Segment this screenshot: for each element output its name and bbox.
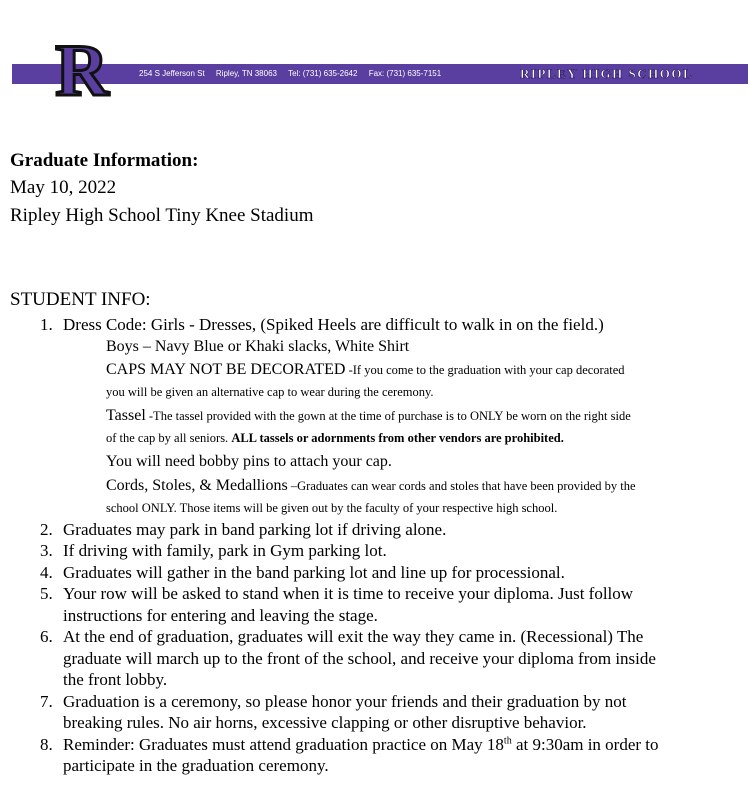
list-item	[0, 583, 740, 626]
cords-note-cont: school ONLY. Those items will be given out by the faculty of your respective high school.	[106, 500, 558, 515]
item-line: Graduates may park in band parking lot if driving alone.	[63, 519, 447, 539]
reminder-line-2: participate in the graduation ceremony.	[63, 756, 329, 775]
item-number: 2.	[40, 519, 53, 539]
item-number: 8.	[40, 734, 53, 754]
logo-letter: R	[55, 30, 109, 112]
phone: Tel: (731) 635-2642	[288, 69, 358, 78]
bobby-pins-note: You will need bobby pins to attach your cap.	[106, 453, 392, 470]
item-line: the front lobby.	[63, 670, 168, 689]
list-item	[0, 519, 740, 541]
item-line: breaking rules. No air horns, excessive clapping or other disruptive behavior.	[63, 713, 587, 732]
tassel-rule	[63, 405, 740, 449]
tassel-note: -The tassel provided with the gown at the time of purchase is to ONLY be worn on the right side	[145, 409, 631, 423]
cords-rule	[63, 475, 740, 519]
item-number: 7.	[40, 691, 53, 711]
school-logo	[52, 30, 112, 112]
list-item	[0, 562, 740, 584]
tassel-title: Tassel	[106, 407, 146, 424]
item-number: 3.	[40, 541, 53, 560]
caps-note: -If you come to the graduation with your cap decorated	[345, 363, 625, 377]
caps-title: CAPS MAY NOT BE DECORATED	[106, 361, 346, 378]
list-item	[0, 540, 740, 562]
fax: Fax: (731) 635-7151	[368, 69, 442, 78]
item-number: 4.	[40, 562, 53, 582]
item-line: If driving with family, park in Gym parking lot.	[63, 541, 387, 560]
tassel-prohibited: ALL tassels or adornments from other vendors are prohibited.	[231, 431, 564, 445]
item-number: 6.	[40, 627, 53, 646]
student-info-heading: STUDENT INFO:	[10, 289, 151, 310]
ordinal-suffix: th	[503, 734, 512, 746]
student-info-list	[0, 314, 740, 777]
reminder-time: at 9:30am in order to	[511, 734, 659, 754]
list-item	[0, 626, 740, 691]
address: 254 S Jefferson St	[139, 69, 205, 78]
item-line: At the end of graduation, graduates will exit the way they came in. (Recessional) The	[63, 627, 644, 646]
cords-note: –Graduates can wear cords and stoles that have been provided by the	[287, 478, 636, 493]
school-name: RIPLEY HIGH SCHOOL	[520, 66, 694, 81]
item-line: Graduates will gather in the band parking lot and line up for processional.	[63, 562, 565, 582]
list-item-reminder	[0, 734, 740, 777]
item-line: graduate will march up to the front of the school, and receive your diploma from inside	[63, 648, 656, 668]
reminder-text: Reminder: Graduates must attend graduation practice on May 18	[63, 734, 504, 754]
reminder-line	[63, 734, 740, 756]
contact-info	[139, 65, 450, 83]
item-number: 1.	[40, 315, 53, 334]
graduate-info-heading: Graduate Information:	[10, 150, 199, 171]
graduation-venue: Ripley High School Tiny Knee Stadium	[10, 205, 314, 226]
item-line: instructions for entering and leaving the stage.	[63, 605, 378, 625]
tassel-note-cont: of the cap by all seniors.	[106, 431, 232, 445]
caps-rule	[63, 359, 740, 403]
item-number: 5.	[40, 584, 53, 603]
item-line: Your row will be asked to stand when it is time to receive your diploma. Just follow	[63, 584, 634, 603]
item-line: Graduation is a ceremony, so please honor your friends and their graduation by not	[63, 691, 627, 711]
graduation-date: May 10, 2022	[10, 177, 117, 198]
cords-title: Cords, Stoles, & Medallions	[106, 476, 288, 494]
caps-note-cont: you will be given an alternative cap to wear during the ceremony.	[106, 385, 434, 399]
list-item-dress-code	[0, 314, 740, 519]
list-item	[0, 691, 740, 734]
boys-dress-code: Boys – Navy Blue or Khaki slacks, White Shirt	[106, 337, 410, 355]
city: Ripley, TN 38063	[215, 69, 277, 78]
dress-code-text: Dress Code: Girls - Dresses, (Spiked Heels are difficult to walk in on the field.)	[63, 315, 604, 334]
